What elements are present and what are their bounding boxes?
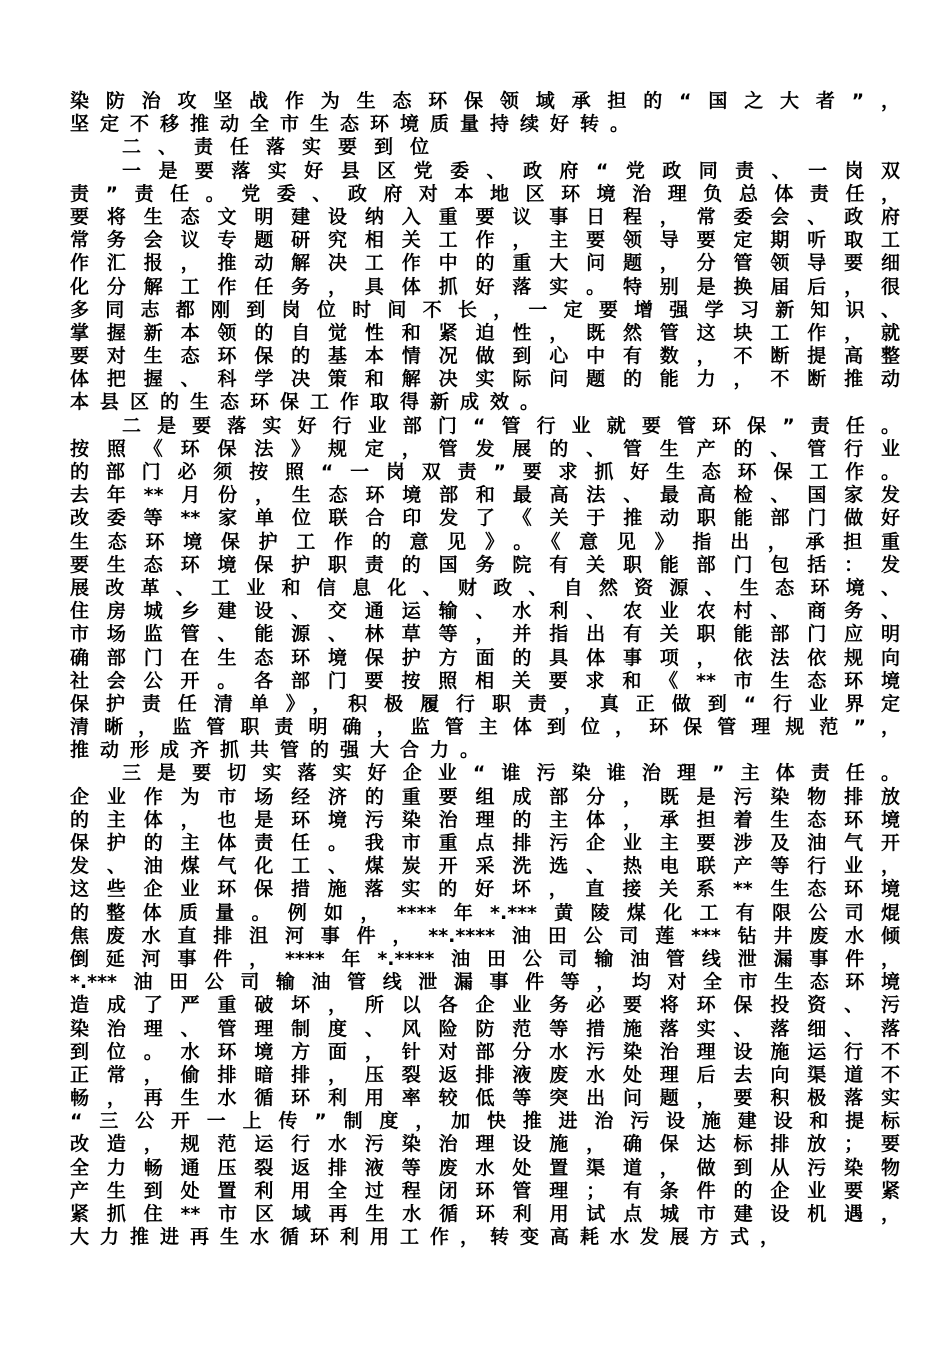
text-line: 企业作为市场经济的重要组成部分，既是污染物排放 bbox=[70, 785, 900, 808]
text-line: 这些企业环保措施落实的好坏，直接关系**生态环境 bbox=[70, 878, 900, 901]
text-line: 要对生态环保的基本情况做到心中有数，不断提高整 bbox=[70, 345, 900, 368]
paragraph bbox=[70, 90, 900, 136]
text-line: *.***油田公司输油管线泄漏事件等，均对全市生态环境 bbox=[70, 971, 900, 994]
paragraph bbox=[70, 762, 900, 1249]
text-line: 的整体质量。例如，****年*.***黄陵煤化工有限公司焜 bbox=[70, 901, 900, 924]
text-line: 多同志都刚到岗位时间不长，一定要增强学习新知识、 bbox=[70, 298, 900, 321]
text-line: 市场监管、能源、林草等，并指出有关职能部门应明 bbox=[70, 623, 900, 646]
paragraph bbox=[70, 160, 900, 415]
text-line: 化分解工作任务，具体抓好落实。特别是换届后，很 bbox=[70, 275, 900, 298]
text-line: 坚定不移推动全市生态环境质量持续好转。 bbox=[70, 113, 641, 136]
text-line: 染治理、管理制度、风险防范等措施落实、落细、落 bbox=[70, 1017, 900, 1040]
text-line: 去年**月份，生态环境部和最高法、最高检、国家发 bbox=[70, 484, 900, 507]
text-line: 焦废水直排沮河事件，**.****油田公司莲***钻井废水倾 bbox=[70, 924, 900, 947]
text-line: 的主体，也是环境污染治理的主体，承担着生态环境 bbox=[70, 808, 900, 831]
text-line: 常务会议专题研究相关工作，主要领导要定期听取工 bbox=[70, 229, 900, 252]
text-line: 造成了严重破坏，所以各企业务必要将环保投资、污 bbox=[70, 994, 900, 1017]
text-line: 二、责任落实要到位 bbox=[122, 136, 447, 159]
text-line: 确部门在生态环境保护方面的具体事项，依法依规向 bbox=[70, 646, 900, 669]
paragraph bbox=[70, 415, 900, 763]
text-line: 要将生态文明建设纳入重要议事日程，常委会、政府 bbox=[70, 205, 900, 228]
text-line: 按照《环保法》规定，管发展的、管生产的、管行业 bbox=[70, 437, 900, 460]
text-line: 畅，再生水循环利用率较低等突出问题，要积极落实 bbox=[70, 1087, 900, 1110]
text-line: 改造，规范运行水污染治理设施，确保达标排放；要 bbox=[70, 1133, 900, 1156]
text-line: 展改革、工业和信息化、财政、自然资源、生态环境、 bbox=[70, 576, 900, 599]
text-line: 二是要落实好行业部门“管行业就要管环保”责任。 bbox=[122, 414, 900, 437]
text-line: 生态环境保护工作的意见》。《意见》指出，承担重 bbox=[70, 530, 900, 553]
text-line: 清晰，监管职责明确，监管主体到位，环保管理规范”， bbox=[70, 716, 900, 739]
text-line: 到位。水环境方面，针对部分水污染治理设施运行不 bbox=[70, 1040, 900, 1063]
text-line: 大力推进再生水循环利用工作，转变高耗水发展方式， bbox=[70, 1226, 791, 1249]
text-line: “三公开一上传”制度，加快推进治污设施建设和提标 bbox=[70, 1110, 900, 1133]
text-line: 本县区的生态环保工作取得新成效。 bbox=[70, 391, 551, 414]
text-line: 紧抓住**市区域再生水循环利用试点城市建设机遇， bbox=[70, 1203, 900, 1225]
text-line: 社会公开。各部门要按照相关要求和《**市生态环境 bbox=[70, 669, 900, 692]
text-line: 要生态环境保护职责的国务院有关职能部门包括：发 bbox=[70, 553, 900, 576]
text-line: 一是要落实好县区党委、政府“党政同责、一岗双 bbox=[122, 159, 900, 182]
text-line: 保护的主体责任。我市重点排污企业主要涉及油气开 bbox=[70, 832, 900, 854]
text-line: 住房城乡建设、交通运输、水利、农业农村、商务、 bbox=[70, 600, 900, 623]
text-line: 保护责任清单》，积极履行职责，真正做到“行业界定 bbox=[70, 692, 900, 715]
section-heading bbox=[70, 136, 900, 159]
text-line: 作汇报，推动解决工作中的重大问题，分管领导要细 bbox=[70, 252, 900, 275]
text-line: 染防治攻坚战作为生态环保领域承担的“国之大者”， bbox=[70, 90, 900, 112]
text-line: 体把握、科学决策和解决实际问题的能力，不断推动 bbox=[70, 368, 900, 391]
text-line: 三是要切实落实好企业“谁污染谁治理”主体责任。 bbox=[122, 762, 900, 785]
text-line: 的部门必须按照“一岗双责”要求抓好生态环保工作。 bbox=[70, 461, 900, 483]
text-line: 责”责任。党委、政府对本地区环境治理负总体责任， bbox=[70, 182, 900, 205]
text-line: 正常，偷排暗排，压裂返排液废水处理后去向渠道不 bbox=[70, 1063, 900, 1086]
text-line: 掌握新本领的自觉性和紧迫性，既然管这块工作，就 bbox=[70, 321, 900, 344]
text-line: 全力畅通压裂返排液等废水处置渠道，做到从污染物 bbox=[70, 1156, 900, 1179]
text-line: 产生到处置利用全过程闭环管理；有条件的企业要紧 bbox=[70, 1179, 900, 1202]
text-line: 改委等**家单位联合印发了《关于推动职能部门做好 bbox=[70, 507, 900, 530]
text-line: 倒延河事件，****年*.****油田公司输油管线泄漏事件， bbox=[70, 947, 900, 970]
text-line: 发、油煤气化工、煤炭开采洗选、热电联产等行业， bbox=[70, 855, 900, 878]
text-line: 推动形成齐抓共管的强大合力。 bbox=[70, 739, 491, 762]
